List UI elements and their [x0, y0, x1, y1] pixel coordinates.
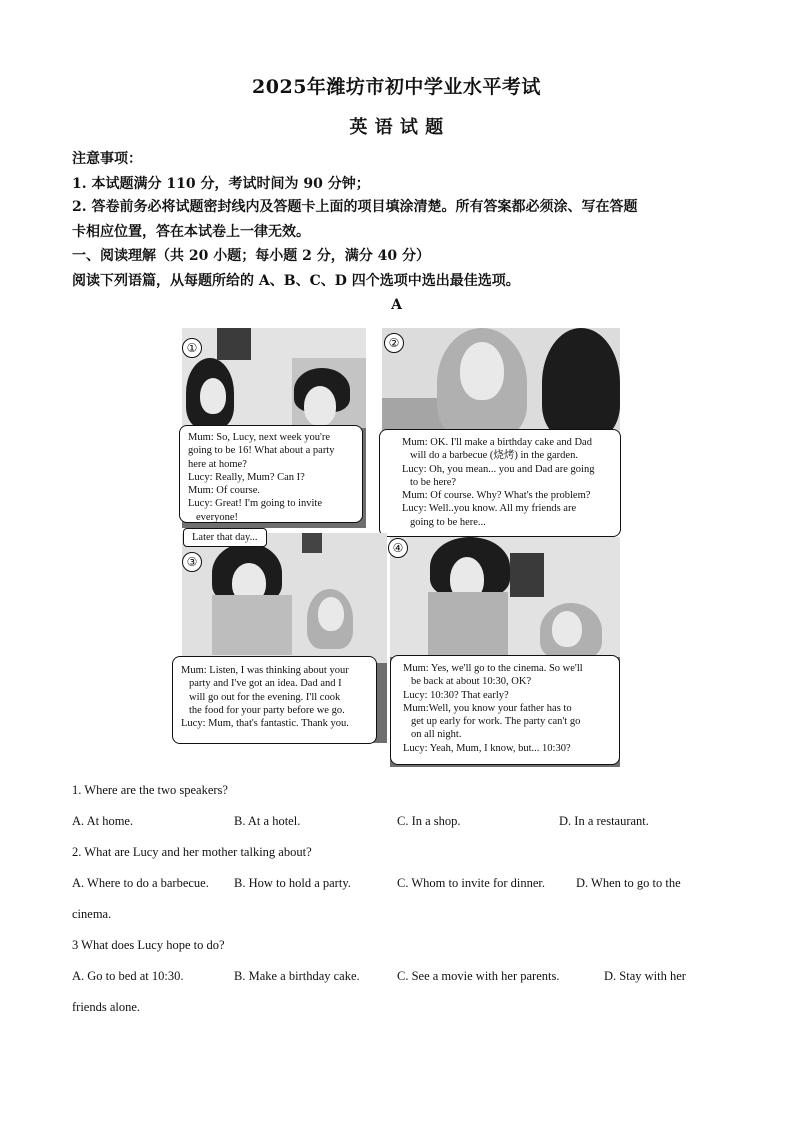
bubble-1-line: Mum: So, Lucy, next week you're	[188, 432, 331, 443]
bubble-3-line: Lucy: Mum, that's fantastic. Thank you.	[181, 718, 349, 730]
bubble-1-line: everyone!	[196, 511, 238, 523]
bubble-1-line: Lucy: Really, Mum? Can I?	[188, 471, 305, 483]
bubble-4-line: on all night.	[411, 729, 462, 741]
speech-bubble-4	[390, 655, 620, 765]
bubble-2-line: Lucy: Well..you know. All my friends are	[402, 503, 577, 515]
bubble-4-line: Mum:Well, you know your father has to	[403, 702, 572, 714]
bubble-2-line: to be here?	[410, 476, 457, 488]
bubble-2-line: Mum: Of course. Why? What's the problem?	[402, 490, 591, 502]
question-3-stem: 3 What does Lucy hope to do?	[72, 938, 225, 952]
bubble-3-line: Mum: Listen, I was thinking about your	[181, 665, 349, 676]
question-3-option-a[interactable]: A. Go to bed at 10:30.	[72, 969, 184, 983]
notice-heading: 注意事项：	[72, 151, 142, 167]
question-1-option-a[interactable]: A. At home.	[72, 814, 134, 828]
notice-item-1: 1. 本试题满分 110 分，考试时间为 90 分钟；	[72, 176, 370, 192]
lucy-face	[460, 342, 504, 400]
bubble-3-line: will go out for the evening. I'll cook	[189, 691, 341, 703]
bubble-1-line: going to be 16! What about a party	[188, 445, 335, 457]
bubble-4-line: Lucy: 10:30? That early?	[403, 689, 509, 701]
panel-number-4: ④	[388, 538, 408, 558]
bubble-4-line: be back at about 10:30, OK?	[411, 676, 532, 688]
later-caption: Later that day...	[183, 528, 267, 547]
bubble-3-line: the food for your party before we go.	[189, 704, 345, 716]
bubble-2-line: going to be here...	[410, 516, 486, 528]
bubble-4-line: Mum: Yes, we'll go to the cinema. So we'll	[403, 663, 583, 674]
notice-item-2-line-2: 卡相应位置，答在本试卷上一律无效。	[72, 224, 310, 240]
question-1-option-b[interactable]: B. At a hotel.	[234, 814, 301, 828]
question-2-option-b[interactable]: B. How to hold a party.	[234, 876, 351, 890]
question-3-option-d-continuation: friends alone.	[72, 1000, 141, 1014]
lucy-face	[318, 597, 344, 631]
question-2-option-a[interactable]: A. Where to do a barbecue.	[72, 876, 209, 890]
bubble-3-line: party and I've got an idea. Dad and I	[189, 678, 342, 690]
speech-bubble-2	[379, 429, 621, 537]
question-3-option-c[interactable]: C. See a movie with her parents.	[397, 969, 560, 983]
speech-bubble-1	[179, 425, 363, 523]
bubble-1-line: Lucy: Great! I'm going to invite	[188, 498, 322, 510]
bubble-2-line: Mum: OK. I'll make a birthday cake and Dad	[402, 437, 592, 448]
passage-label: A	[391, 297, 402, 313]
panel-number-2: ②	[384, 333, 404, 353]
bubble-4-line: get up early for work. The party can't go	[411, 716, 581, 728]
panel-number-3: ③	[182, 552, 202, 572]
bubble-2-line: Lucy: Oh, you mean... you and Dad are going	[402, 463, 595, 475]
bubble-4-line: Lucy: Yeah, Mum, I know, but... 10:30?	[403, 742, 571, 754]
question-2-stem: 2. What are Lucy and her mother talking about?	[72, 845, 312, 859]
bubble-1-line: here at home?	[188, 458, 247, 470]
question-2-option-c[interactable]: C. Whom to invite for dinner.	[397, 876, 546, 890]
question-2-option-d[interactable]: D. When to go to the	[576, 876, 681, 890]
lucy-face	[200, 378, 226, 414]
exam-subtitle: 英 语 试 题	[349, 117, 444, 138]
question-3-option-b[interactable]: B. Make a birthday cake.	[234, 969, 360, 983]
question-1-option-c[interactable]: C. In a shop.	[397, 814, 461, 828]
section-title: 一、阅读理解（共 20 小题；每小题 2 分，满分 40 分）	[72, 248, 430, 264]
question-3-option-d[interactable]: D. Stay with her	[604, 969, 686, 983]
notice-item-2-line-1: 2. 答卷前务必将试题密封线内及答题卡上面的项目填涂清楚。所有答案都必须涂、写在答题	[72, 199, 638, 215]
exam-title: 2025年潍坊市初中学业水平考试	[252, 76, 541, 98]
lucy-face	[552, 611, 582, 647]
mum-face	[304, 386, 336, 426]
bubble-2-line: will do a barbecue (烧烤) in the garden.	[410, 450, 578, 462]
section-instruction: 阅读下列语篇，从每题所给的 A、B、C、D 四个选项中选出最佳选项。	[72, 273, 520, 289]
question-1-stem: 1. Where are the two speakers?	[72, 783, 228, 797]
panel-number-1: ①	[182, 338, 202, 358]
mum-hair	[542, 328, 620, 438]
question-1-option-d[interactable]: D. In a restaurant.	[559, 814, 649, 828]
speech-bubble-3	[172, 656, 377, 744]
question-2-option-d-continuation: cinema.	[72, 907, 112, 921]
bubble-1-line: Mum: Of course.	[188, 485, 261, 497]
